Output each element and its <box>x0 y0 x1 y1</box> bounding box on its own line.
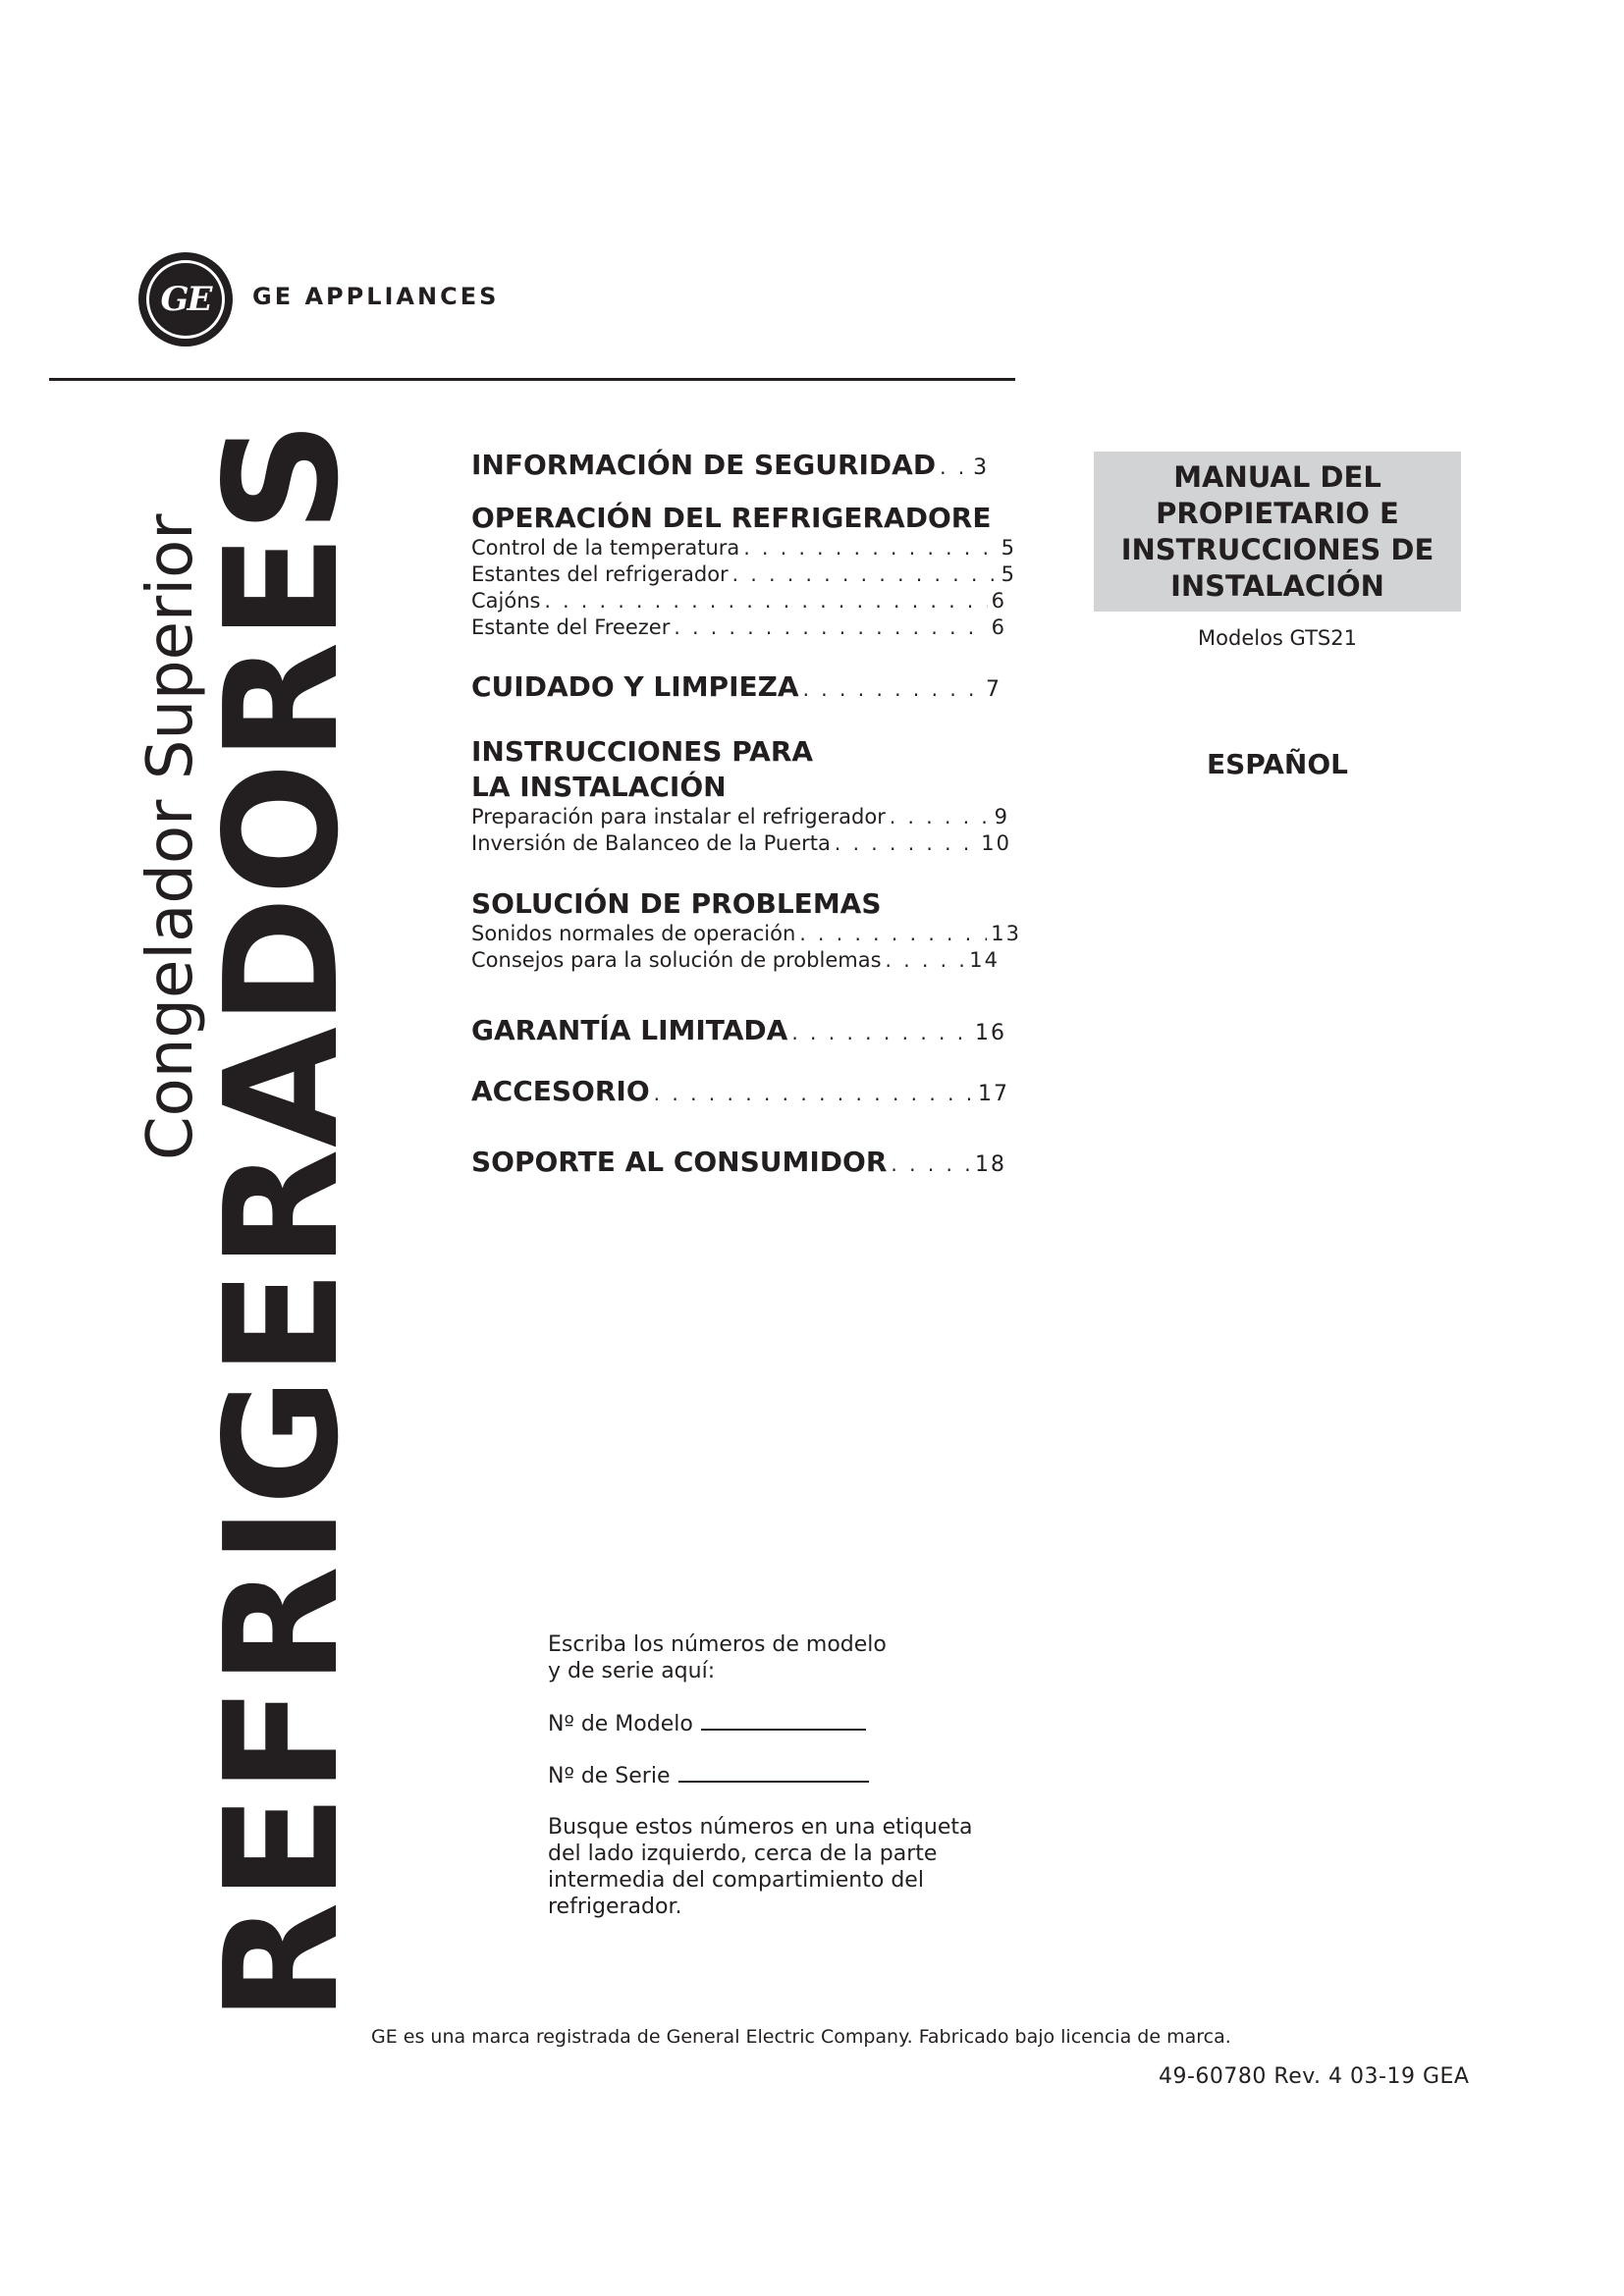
header-divider <box>49 378 1015 381</box>
toc-page-number: 17 <box>978 1082 1009 1106</box>
trademark-notice: GE es una marca registrada de General Electric Company. Fabricado bajo licencia de marca. <box>371 2026 1231 2048</box>
toc-item[interactable]: Estante del Freezer . . . 6 <box>471 614 1006 641</box>
toc-section-installation-line2: LA INSTALACIÓN <box>471 771 727 803</box>
writein-intro: Escriba los números de modelo y de serie aquí: <box>548 1632 887 1683</box>
serial-number-blank[interactable] <box>678 1761 869 1783</box>
toc-item[interactable]: Sonidos normales de operación . . . 13 <box>471 921 1021 947</box>
toc-section-operation[interactable]: OPERACIÓN DEL REFRIGERADORE <box>471 502 992 534</box>
toc-item[interactable]: Control de la temperatura . . . 5 <box>471 535 1016 561</box>
toc-page-number: 7 <box>986 677 1001 702</box>
toc-section-title: SOPORTE AL CONSUMIDOR <box>471 1146 888 1178</box>
manual-title: MANUAL DEL PROPIETARIO E INSTRUCCIONES DE INSTALACIÓN <box>1120 459 1435 603</box>
toc-section-accessory[interactable] <box>471 1074 1009 1112</box>
toc-page-number: 3 <box>973 455 990 480</box>
toc-section-warranty[interactable] <box>471 1013 1006 1051</box>
product-title: REFRIGERADORES <box>191 419 373 2022</box>
model-number-field[interactable] <box>548 1709 1019 1737</box>
model-serial-section <box>548 1631 1019 1920</box>
toc-section-title: GARANTÍA LIMITADA <box>471 1014 788 1046</box>
toc-item[interactable]: Consejos para la solución de problemas . . . 14 <box>471 947 1000 974</box>
toc-section-troubleshooting[interactable]: SOLUCIÓN DE PROBLEMAS <box>471 887 882 920</box>
label-location-note: Busque estos números en una etiqueta del lado izquierdo, cerca de la parte intermedia del compartimiento del refrigerador. <box>548 1815 973 1919</box>
manual-title-box <box>1094 452 1461 612</box>
model-number-label: Nº de Modelo <box>548 1712 693 1736</box>
toc-item[interactable]: Cajóns . . . 6 <box>471 588 1006 614</box>
toc-section-title: INFORMACIÓN DE SEGURIDAD <box>471 449 937 481</box>
serial-number-field[interactable] <box>548 1761 1019 1789</box>
toc-item[interactable]: Inversión de Balanceo de la Puerta . . . 10 <box>471 830 1011 857</box>
toc-page-number: 16 <box>975 1021 1006 1045</box>
serial-number-label: Nº de Serie <box>548 1764 671 1789</box>
ge-monogram: GE <box>146 260 225 339</box>
toc-section-support[interactable] <box>471 1145 1006 1183</box>
toc-section-title: CUIDADO Y LIMPIEZA <box>471 670 799 703</box>
toc-page-number: 18 <box>975 1152 1006 1177</box>
toc-section-care[interactable] <box>471 669 1001 708</box>
toc-item[interactable]: Estantes del refrigerador . . . 5 <box>471 561 1016 588</box>
document-number: 49-60780 Rev. 4 03-19 GEA <box>1159 2064 1470 2089</box>
language-label: ESPAÑOL <box>1207 748 1348 780</box>
model-numbers: Modelos GTS21 <box>1198 626 1357 650</box>
model-number-blank[interactable] <box>701 1709 866 1731</box>
product-subtitle: Congelador Superior <box>135 513 207 1160</box>
ge-logo <box>138 252 233 347</box>
toc-item[interactable]: Preparación para instalar el refrigerador . . . 9 <box>471 804 1009 830</box>
toc-section-installation[interactable]: INSTRUCCIONES PARA <box>471 735 814 768</box>
brand-name: GE APPLIANCES <box>252 283 500 310</box>
toc-section-safety[interactable] <box>471 448 1041 486</box>
toc-section-title: ACCESORIO <box>471 1075 650 1107</box>
